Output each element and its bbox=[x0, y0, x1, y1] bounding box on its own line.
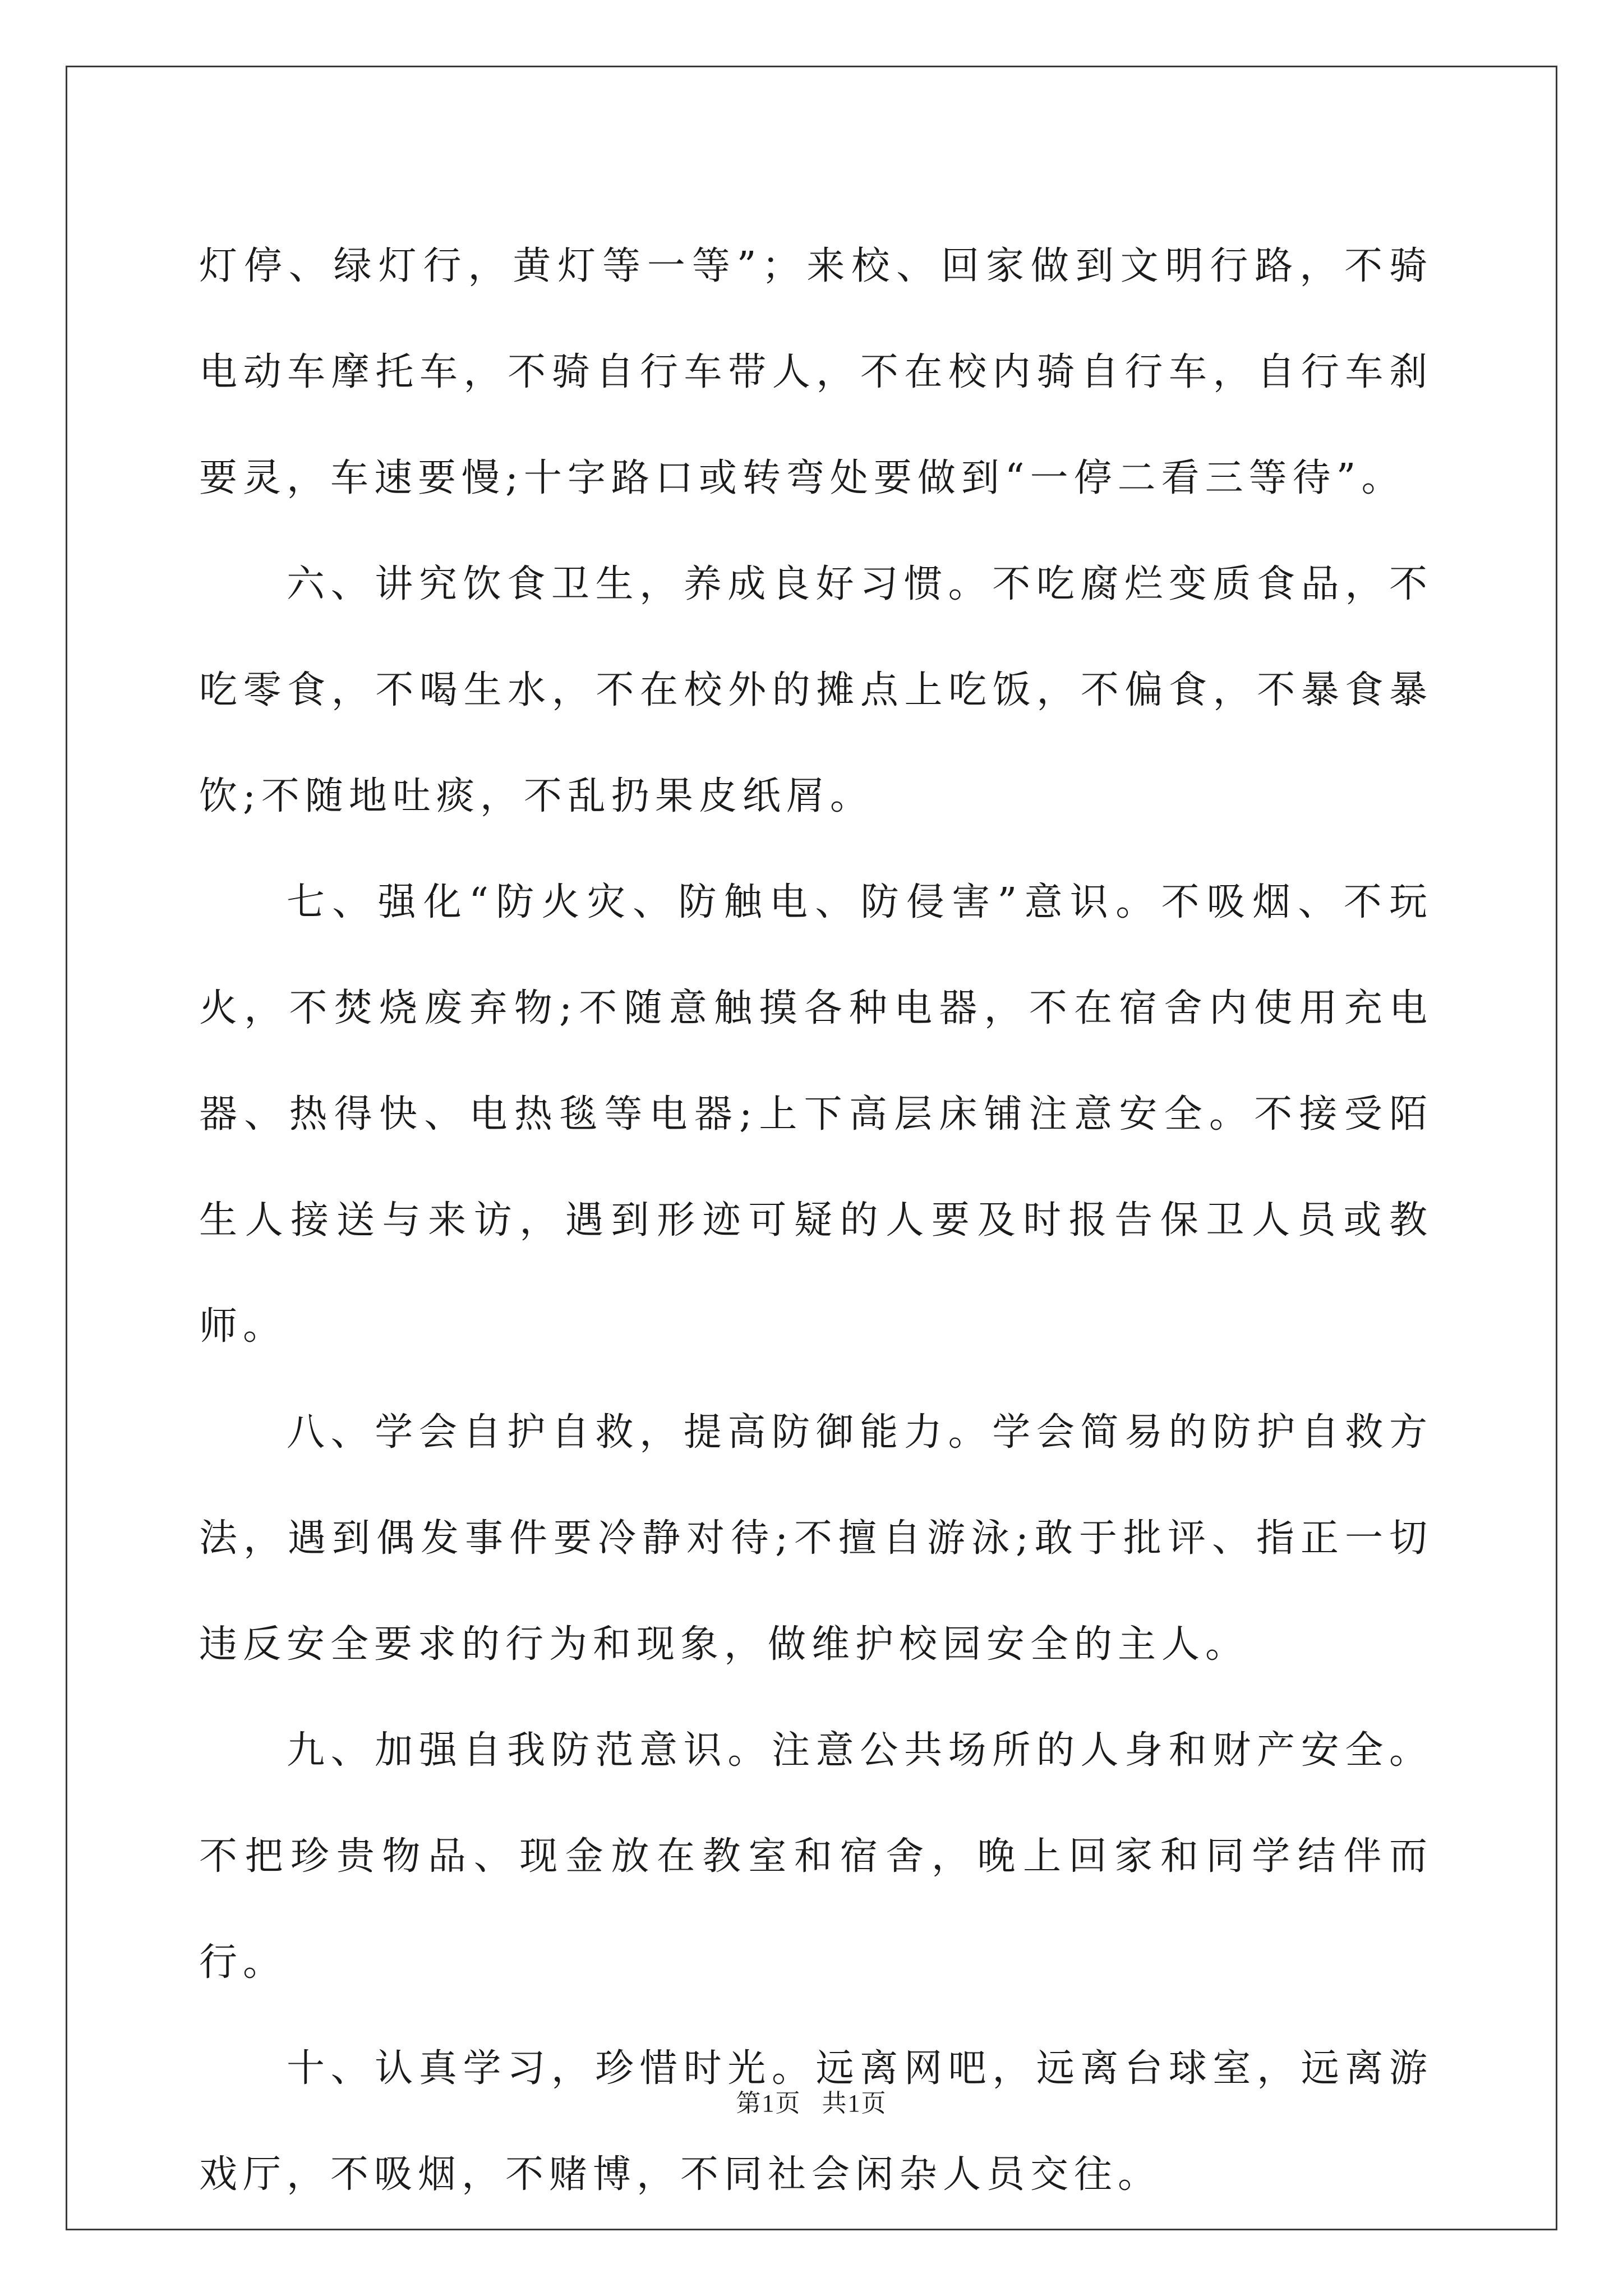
document-body bbox=[199, 213, 1433, 2228]
paragraph: 七、强化“防火灾、防触电、防侵害”意识。不吸烟、不玩火，不焚烧废弃物;不随意触摸各种电器，不在宿舍内使用充电器、热得快、电热毯等电器;上下高层床铺注意安全。不接受陌生人接送与来访，遇到形迹可疑的人要及时报告保卫人员或教师。 bbox=[199, 880, 1433, 1349]
paragraph: 灯停、绿灯行，黄灯等一等”；来校、回家做到文明行路，不骑电动车摩托车，不骑自行车带人，不在校内骑自行车，自行车刹要灵，车速要慢;十字路口或转弯处要做到“一停二看三等待”。 bbox=[199, 244, 1433, 500]
page-number: 第1页 bbox=[736, 2090, 801, 2117]
paragraph: 十、认真学习，珍惜时光。远离网吧，远离台球室，远离游戏厅，不吸烟，不赌博，不同社会闲杂人员交往。 bbox=[199, 2046, 1433, 2197]
page-total: 共1页 bbox=[822, 2090, 887, 2117]
paragraph: 六、讲究饮食卫生，养成良好习惯。不吃腐烂变质食品，不吃零食，不喝生水，不在校外的摊点上吃饭，不偏食，不暴食暴饮;不随地吐痰，不乱扔果皮纸屑。 bbox=[199, 562, 1433, 818]
page-footer bbox=[0, 2087, 1623, 2120]
paragraph: 九、加强自我防范意识。注意公共场所的人身和财产安全。不把珍贵物品、现金放在教室和宿舍，晚上回家和同学结伴而行。 bbox=[199, 1728, 1433, 1985]
paragraph: 八、学会自护自救，提高防御能力。学会简易的防护自救方法，遇到偶发事件要冷静对待;不擅自游泳;敢于批评、指正一切违反安全要求的行为和现象，做维护校园安全的主人。 bbox=[199, 1410, 1433, 1667]
